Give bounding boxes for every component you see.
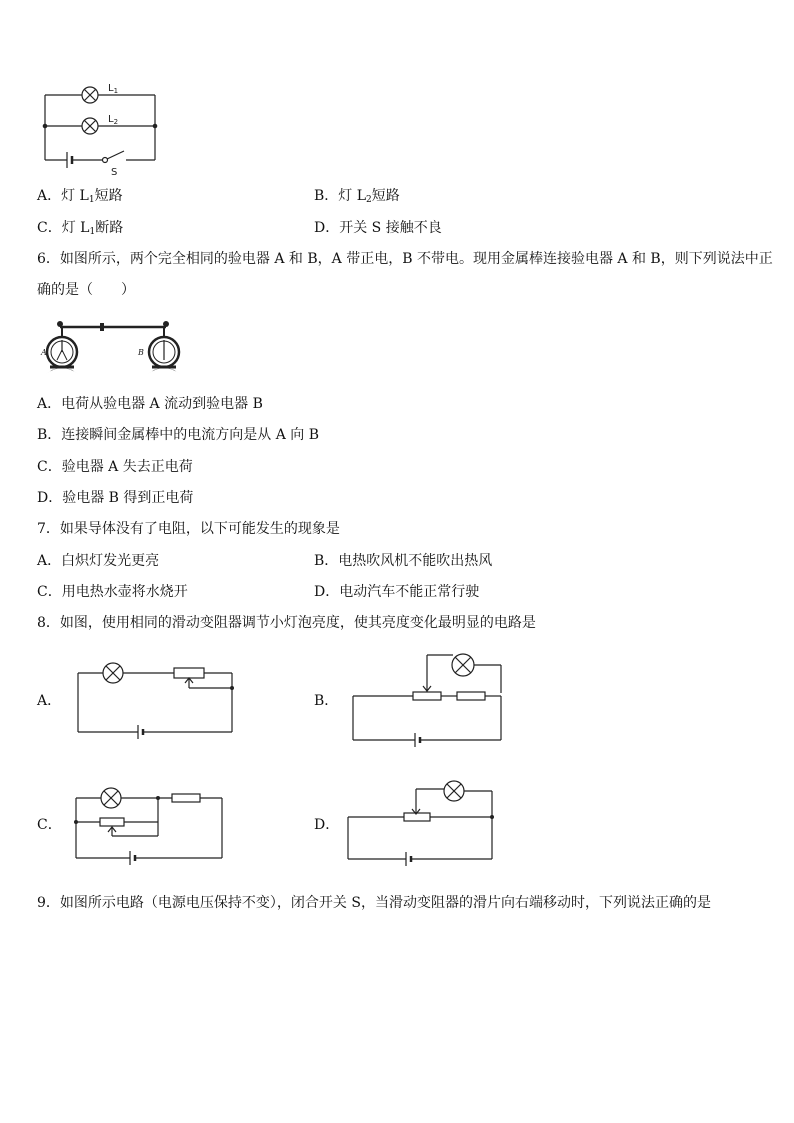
q5-option-a[interactable]: A．灯 $L_1$短路	[37, 188, 123, 205]
q6-option-d[interactable]: D．验电器 B 得到正电荷	[37, 490, 194, 506]
q8-option-a-label[interactable]: A．	[37, 693, 62, 709]
q5-switch-label: S	[111, 167, 118, 178]
q5-option-b[interactable]: B．灯 $L_2$短路	[314, 188, 400, 205]
q6-label-b: B	[138, 348, 144, 357]
q5-option-c[interactable]: C．灯 $L_1$断路	[37, 220, 124, 237]
q5-lamp1-label: $L_1$	[108, 83, 119, 95]
q8-circuit-c	[68, 788, 233, 868]
q7-option-a[interactable]: A．白炽灯发光更亮	[37, 553, 160, 569]
q8-stem: 8．如图，使用相同的滑动变阻器调节小灯泡亮度，使其亮度变化最明显的电路是	[37, 615, 536, 631]
q5-lamp2-label: $L_2$	[108, 114, 119, 126]
q6-stem-line2: 确的是（ ）	[37, 282, 135, 298]
q5-circuit-figure	[38, 78, 168, 178]
q6-stem-line1: 6．如图所示，两个完全相同的验电器 A 和 B，A 带正电，B 不带电。现用金属棒连接验电器 A 和 B，则下列说法中正	[37, 251, 773, 267]
q8-circuit-d	[340, 775, 510, 867]
q8-circuit-a	[70, 658, 245, 743]
q6-label-a: A	[41, 348, 47, 357]
q5-option-d[interactable]: D．开关 S 接触不良	[314, 220, 442, 236]
q8-circuit-b	[345, 650, 515, 750]
q7-option-d[interactable]: D．电动汽车不能正常行驶	[314, 584, 480, 600]
q7-option-c[interactable]: C．用电热水壶将水烧开	[37, 584, 188, 600]
q7-option-b[interactable]: B．电热吹风机不能吹出热风	[314, 553, 493, 569]
q6-option-b[interactable]: B．连接瞬间金属棒中的电流方向是从 A 向 B	[37, 427, 320, 443]
q9-stem: 9．如图所示电路（电源电压保持不变），闭合开关 S，当滑动变阻器的滑片向右端移动时，下列说法正确的是	[37, 895, 711, 911]
q6-option-a[interactable]: A．电荷从验电器 A 流动到验电器 B	[37, 396, 263, 412]
q8-option-c-label[interactable]: C．	[37, 817, 62, 833]
q6-option-c[interactable]: C．验电器 A 失去正电荷	[37, 459, 193, 475]
q8-option-d-label[interactable]: D．	[314, 817, 340, 833]
q7-stem: 7．如果导体没有了电阻，以下可能发生的现象是	[37, 521, 340, 537]
q8-option-b-label[interactable]: B．	[314, 693, 339, 709]
q6-electroscope-figure	[38, 318, 188, 380]
